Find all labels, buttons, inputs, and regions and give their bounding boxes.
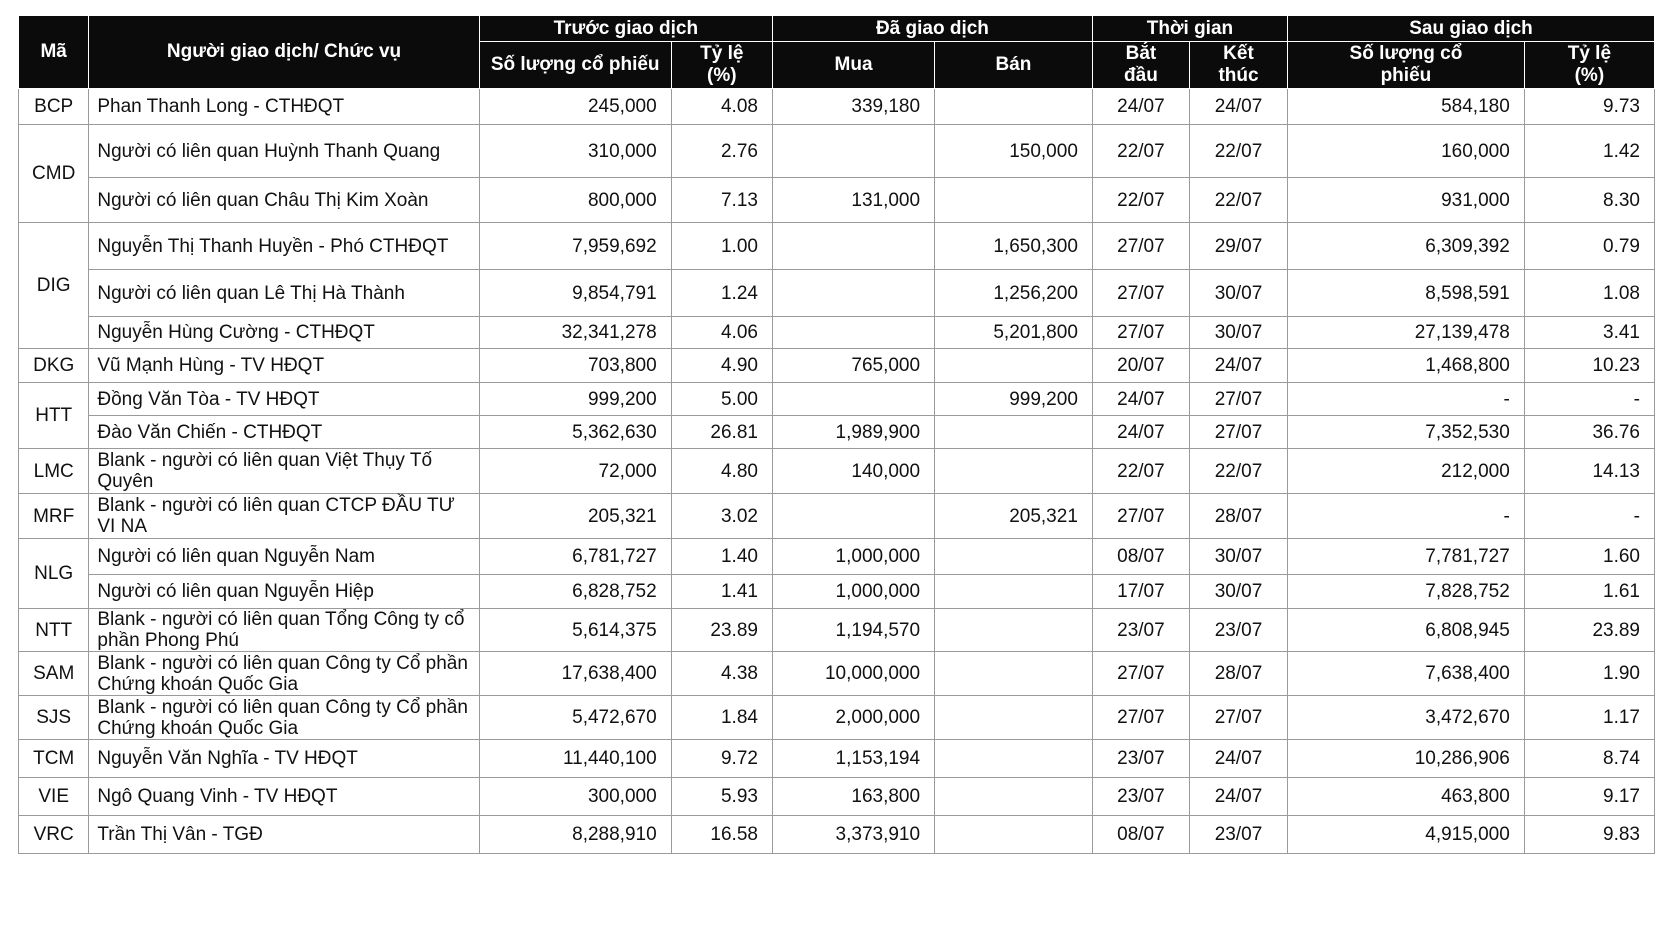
before-qty-cell: 72,000	[479, 449, 671, 494]
stock-code-cell: NLG	[19, 539, 89, 609]
before-qty-cell: 11,440,100	[479, 740, 671, 778]
header-after: Sau giao dịch	[1288, 16, 1655, 42]
end-date-cell: 22/07	[1189, 178, 1287, 223]
start-date-cell: 27/07	[1092, 494, 1189, 539]
before-qty-cell: 300,000	[479, 778, 671, 816]
start-date-cell: 08/07	[1092, 816, 1189, 854]
trader-name-cell: Người có liên quan Nguyễn Nam	[89, 539, 479, 575]
start-date-cell: 23/07	[1092, 740, 1189, 778]
after-qty-cell: 4,915,000	[1288, 816, 1525, 854]
after-qty-cell: 6,808,945	[1288, 609, 1525, 652]
before-qty-cell: 5,362,630	[479, 416, 671, 449]
stock-code-cell: VIE	[19, 778, 89, 816]
after-qty-cell: 931,000	[1288, 178, 1525, 223]
header-person: Người giao dịch/ Chức vụ	[89, 16, 479, 89]
after-pct-cell: 1.17	[1524, 696, 1654, 740]
after-pct-cell: 1.90	[1524, 652, 1654, 696]
header-traded: Đã giao dịch	[772, 16, 1092, 42]
trader-name-cell: Blank - người có liên quan Công ty Cổ phần Chứng khoán Quốc Gia	[89, 652, 479, 696]
trader-name-cell: Vũ Mạnh Hùng - TV HĐQT	[89, 349, 479, 383]
end-date-cell: 30/07	[1189, 539, 1287, 575]
table-row	[19, 178, 1655, 223]
end-date-cell: 22/07	[1189, 449, 1287, 494]
before-qty-cell: 32,341,278	[479, 317, 671, 349]
buy-cell	[772, 317, 934, 349]
stock-code-cell: DKG	[19, 349, 89, 383]
after-qty-cell: -	[1288, 383, 1525, 416]
buy-cell	[772, 223, 934, 270]
start-date-cell: 22/07	[1092, 125, 1189, 178]
start-date-cell: 27/07	[1092, 696, 1189, 740]
after-pct-cell: -	[1524, 494, 1654, 539]
after-qty-cell: 160,000	[1288, 125, 1525, 178]
after-qty-cell: 7,352,530	[1288, 416, 1525, 449]
before-pct-cell: 5.93	[671, 778, 772, 816]
after-pct-cell: 23.89	[1524, 609, 1654, 652]
start-date-cell: 22/07	[1092, 178, 1189, 223]
end-date-cell: 28/07	[1189, 652, 1287, 696]
after-pct-cell: 0.79	[1524, 223, 1654, 270]
end-date-cell: 27/07	[1189, 383, 1287, 416]
before-qty-cell: 6,828,752	[479, 575, 671, 609]
trader-name-cell: Nguyễn Văn Nghĩa - TV HĐQT	[89, 740, 479, 778]
trader-name-cell: Người có liên quan Lê Thị Hà Thành	[89, 270, 479, 317]
before-pct-cell: 4.80	[671, 449, 772, 494]
header-before-pct: Tỷ lệ (%)	[671, 42, 772, 89]
header-before-qty: Số lượng cổ phiếu	[479, 42, 671, 89]
before-qty-cell: 9,854,791	[479, 270, 671, 317]
before-pct-cell: 26.81	[671, 416, 772, 449]
trader-name-cell: Blank - người có liên quan Công ty Cổ phần Chứng khoán Quốc Gia	[89, 696, 479, 740]
before-pct-cell: 4.08	[671, 89, 772, 125]
start-date-cell: 27/07	[1092, 223, 1189, 270]
end-date-cell: 24/07	[1189, 349, 1287, 383]
after-qty-cell: 7,638,400	[1288, 652, 1525, 696]
trader-name-cell: Nguyễn Thị Thanh Huyền - Phó CTHĐQT	[89, 223, 479, 270]
after-qty-cell: 584,180	[1288, 89, 1525, 125]
header-ma: Mã	[19, 16, 89, 89]
sell-cell	[935, 816, 1093, 854]
buy-cell: 765,000	[772, 349, 934, 383]
before-pct-cell: 5.00	[671, 383, 772, 416]
trader-name-cell: Đào Văn Chiến - CTHĐQT	[89, 416, 479, 449]
after-qty-cell: -	[1288, 494, 1525, 539]
after-pct-cell: 36.76	[1524, 416, 1654, 449]
buy-cell: 1,000,000	[772, 539, 934, 575]
trader-name-cell: Blank - người có liên quan Việt Thụy Tố Quyên	[89, 449, 479, 494]
end-date-cell: 22/07	[1189, 125, 1287, 178]
before-qty-cell: 800,000	[479, 178, 671, 223]
before-qty-cell: 8,288,910	[479, 816, 671, 854]
end-date-cell: 28/07	[1189, 494, 1287, 539]
buy-cell: 10,000,000	[772, 652, 934, 696]
header-end: Kết thúc	[1189, 42, 1287, 89]
table-row	[19, 349, 1655, 383]
stock-code-cell: SAM	[19, 652, 89, 696]
table-row	[19, 223, 1655, 270]
table-row	[19, 778, 1655, 816]
buy-cell: 1,000,000	[772, 575, 934, 609]
trader-name-cell: Người có liên quan Châu Thị Kim Xoàn	[89, 178, 479, 223]
stock-code-cell: VRC	[19, 816, 89, 854]
start-date-cell: 17/07	[1092, 575, 1189, 609]
buy-cell: 140,000	[772, 449, 934, 494]
after-pct-cell: 9.83	[1524, 816, 1654, 854]
before-qty-cell: 7,959,692	[479, 223, 671, 270]
trader-name-cell: Blank - người có liên quan CTCP ĐẦU TƯ VI NA	[89, 494, 479, 539]
start-date-cell: 24/07	[1092, 416, 1189, 449]
stock-code-cell: TCM	[19, 740, 89, 778]
buy-cell: 1,153,194	[772, 740, 934, 778]
buy-cell: 3,373,910	[772, 816, 934, 854]
before-qty-cell: 6,781,727	[479, 539, 671, 575]
buy-cell: 2,000,000	[772, 696, 934, 740]
stock-code-cell: SJS	[19, 696, 89, 740]
sell-cell	[935, 575, 1093, 609]
sell-cell: 1,256,200	[935, 270, 1093, 317]
after-pct-cell: 9.73	[1524, 89, 1654, 125]
trader-name-cell: Trần Thị Vân - TGĐ	[89, 816, 479, 854]
stock-code-cell: HTT	[19, 383, 89, 449]
table-row	[19, 539, 1655, 575]
start-date-cell: 22/07	[1092, 449, 1189, 494]
table-row	[19, 494, 1655, 539]
after-qty-cell: 3,472,670	[1288, 696, 1525, 740]
before-qty-cell: 310,000	[479, 125, 671, 178]
buy-cell	[772, 494, 934, 539]
table-row	[19, 575, 1655, 609]
before-pct-cell: 4.38	[671, 652, 772, 696]
header-after-qty: Số lượng cổ phiếu	[1288, 42, 1525, 89]
start-date-cell: 23/07	[1092, 609, 1189, 652]
buy-cell: 1,194,570	[772, 609, 934, 652]
before-pct-cell: 4.90	[671, 349, 772, 383]
start-date-cell: 20/07	[1092, 349, 1189, 383]
before-qty-cell: 205,321	[479, 494, 671, 539]
table-header	[19, 16, 1655, 89]
before-pct-cell: 23.89	[671, 609, 772, 652]
trader-name-cell: Blank - người có liên quan Tổng Công ty cổ phần Phong Phú	[89, 609, 479, 652]
after-pct-cell: -	[1524, 383, 1654, 416]
table-row	[19, 652, 1655, 696]
start-date-cell: 24/07	[1092, 383, 1189, 416]
end-date-cell: 24/07	[1189, 778, 1287, 816]
after-qty-cell: 27,139,478	[1288, 317, 1525, 349]
end-date-cell: 24/07	[1189, 89, 1287, 125]
table-row	[19, 740, 1655, 778]
before-pct-cell: 1.41	[671, 575, 772, 609]
after-pct-cell: 1.42	[1524, 125, 1654, 178]
after-pct-cell: 3.41	[1524, 317, 1654, 349]
sell-cell: 1,650,300	[935, 223, 1093, 270]
sell-cell	[935, 416, 1093, 449]
before-pct-cell: 9.72	[671, 740, 772, 778]
sell-cell	[935, 740, 1093, 778]
buy-cell: 339,180	[772, 89, 934, 125]
buy-cell	[772, 383, 934, 416]
sell-cell	[935, 696, 1093, 740]
before-qty-cell: 5,472,670	[479, 696, 671, 740]
table-row	[19, 609, 1655, 652]
end-date-cell: 30/07	[1189, 270, 1287, 317]
table-row	[19, 317, 1655, 349]
sell-cell	[935, 178, 1093, 223]
before-qty-cell: 5,614,375	[479, 609, 671, 652]
trader-name-cell: Phan Thanh Long - CTHĐQT	[89, 89, 479, 125]
table-row	[19, 449, 1655, 494]
header-time: Thời gian	[1092, 16, 1287, 42]
table-row	[19, 816, 1655, 854]
after-qty-cell: 1,468,800	[1288, 349, 1525, 383]
after-pct-cell: 1.60	[1524, 539, 1654, 575]
header-buy: Mua	[772, 42, 934, 89]
header-sell: Bán	[935, 42, 1093, 89]
stock-code-cell: CMD	[19, 125, 89, 223]
start-date-cell: 27/07	[1092, 317, 1189, 349]
start-date-cell: 08/07	[1092, 539, 1189, 575]
buy-cell: 1,989,900	[772, 416, 934, 449]
stock-code-cell: NTT	[19, 609, 89, 652]
start-date-cell: 27/07	[1092, 270, 1189, 317]
end-date-cell: 30/07	[1189, 575, 1287, 609]
end-date-cell: 23/07	[1189, 816, 1287, 854]
table-row	[19, 696, 1655, 740]
header-start: Bắt đầu	[1092, 42, 1189, 89]
before-pct-cell: 16.58	[671, 816, 772, 854]
before-pct-cell: 4.06	[671, 317, 772, 349]
after-pct-cell: 9.17	[1524, 778, 1654, 816]
after-qty-cell: 8,598,591	[1288, 270, 1525, 317]
buy-cell	[772, 270, 934, 317]
before-pct-cell: 1.24	[671, 270, 772, 317]
sell-cell	[935, 652, 1093, 696]
after-pct-cell: 8.30	[1524, 178, 1654, 223]
table-row	[19, 125, 1655, 178]
after-pct-cell: 1.08	[1524, 270, 1654, 317]
trader-name-cell: Ngô Quang Vinh - TV HĐQT	[89, 778, 479, 816]
start-date-cell: 24/07	[1092, 89, 1189, 125]
sell-cell	[935, 778, 1093, 816]
end-date-cell: 30/07	[1189, 317, 1287, 349]
stock-code-cell: LMC	[19, 449, 89, 494]
table-body	[19, 89, 1655, 854]
before-qty-cell: 245,000	[479, 89, 671, 125]
end-date-cell: 23/07	[1189, 609, 1287, 652]
after-pct-cell: 10.23	[1524, 349, 1654, 383]
before-qty-cell: 999,200	[479, 383, 671, 416]
after-qty-cell: 463,800	[1288, 778, 1525, 816]
table-row	[19, 270, 1655, 317]
before-pct-cell: 1.40	[671, 539, 772, 575]
buy-cell	[772, 125, 934, 178]
end-date-cell: 29/07	[1189, 223, 1287, 270]
sell-cell	[935, 609, 1093, 652]
after-pct-cell: 1.61	[1524, 575, 1654, 609]
sell-cell: 205,321	[935, 494, 1093, 539]
before-pct-cell: 3.02	[671, 494, 772, 539]
header-after-pct: Tỷ lệ (%)	[1524, 42, 1654, 89]
before-pct-cell: 2.76	[671, 125, 772, 178]
end-date-cell: 24/07	[1189, 740, 1287, 778]
sell-cell: 999,200	[935, 383, 1093, 416]
buy-cell: 163,800	[772, 778, 934, 816]
sell-cell: 150,000	[935, 125, 1093, 178]
sell-cell: 5,201,800	[935, 317, 1093, 349]
after-qty-cell: 6,309,392	[1288, 223, 1525, 270]
table-row	[19, 416, 1655, 449]
after-pct-cell: 14.13	[1524, 449, 1654, 494]
table-row	[19, 383, 1655, 416]
trader-name-cell: Nguyễn Hùng Cường - CTHĐQT	[89, 317, 479, 349]
stock-code-cell: BCP	[19, 89, 89, 125]
sell-cell	[935, 449, 1093, 494]
after-qty-cell: 7,781,727	[1288, 539, 1525, 575]
stock-code-cell: MRF	[19, 494, 89, 539]
before-qty-cell: 703,800	[479, 349, 671, 383]
before-qty-cell: 17,638,400	[479, 652, 671, 696]
start-date-cell: 23/07	[1092, 778, 1189, 816]
end-date-cell: 27/07	[1189, 416, 1287, 449]
after-pct-cell: 8.74	[1524, 740, 1654, 778]
trader-name-cell: Người có liên quan Nguyễn Hiệp	[89, 575, 479, 609]
after-qty-cell: 212,000	[1288, 449, 1525, 494]
before-pct-cell: 1.00	[671, 223, 772, 270]
start-date-cell: 27/07	[1092, 652, 1189, 696]
header-before: Trước giao dịch	[479, 16, 772, 42]
insider-trading-table	[18, 15, 1655, 854]
stock-code-cell: DIG	[19, 223, 89, 349]
table-row	[19, 89, 1655, 125]
insider-trading-table-container	[18, 15, 1655, 854]
trader-name-cell: Đồng Văn Tòa - TV HĐQT	[89, 383, 479, 416]
trader-name-cell: Người có liên quan Huỳnh Thanh Quang	[89, 125, 479, 178]
sell-cell	[935, 349, 1093, 383]
sell-cell	[935, 89, 1093, 125]
after-qty-cell: 10,286,906	[1288, 740, 1525, 778]
buy-cell: 131,000	[772, 178, 934, 223]
before-pct-cell: 7.13	[671, 178, 772, 223]
before-pct-cell: 1.84	[671, 696, 772, 740]
end-date-cell: 27/07	[1189, 696, 1287, 740]
after-qty-cell: 7,828,752	[1288, 575, 1525, 609]
sell-cell	[935, 539, 1093, 575]
